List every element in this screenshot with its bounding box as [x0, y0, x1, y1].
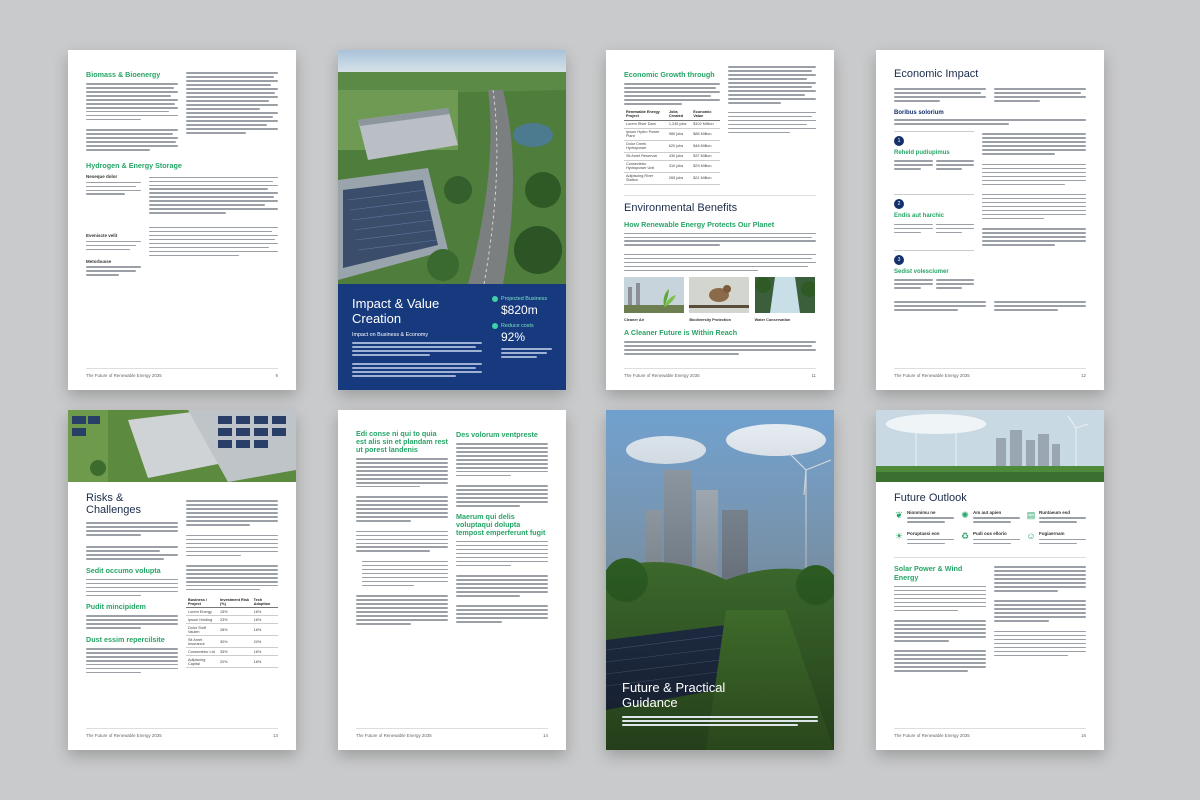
table-row: Consectetur Ltd 35% 16%: [186, 648, 278, 656]
table-row: Consectetur Hydropower Unit 310 jobs $29 Million: [624, 160, 720, 172]
table-row: Ipsum Holding 23% 16%: [186, 616, 278, 624]
page-footer: The Future of Renewable Energy 2035 14: [356, 728, 548, 738]
chart-icon: ▤: [1026, 510, 1036, 520]
heading-sedit: Sedit occumo volupta: [86, 565, 161, 575]
people-icon: ☺: [1026, 531, 1036, 542]
navy-panel: [338, 284, 566, 390]
page-footer: The Future of Renewable Energy 2035 9: [86, 368, 278, 378]
heading-economic-growth: Economic Growth through: [624, 70, 715, 79]
sub-heading: Boribus solorium: [894, 110, 944, 117]
heading-biomass: Biomass & Bioenergy: [86, 70, 161, 79]
jobs-table: Renewable Energy Project Jobs Created Economic Value Lorem River Dam 1,245 jobs $102 Million Ipsum Hydro Power Plant 980 jobs $85 Million Dolor Creek Hydropower 620 jobs $48 Million Sit Amet Reservoir 430 jobs $37 Million Consectetur Hydropower Unit 310 jobs $29 Million Adipiscing River Station 265 jobs $21 Million: [624, 109, 720, 185]
number-badge: 2: [894, 199, 904, 209]
solar-panels-aerial-photo: [68, 410, 296, 482]
heading-edi-conse: Edi conse ni qui to quia est alis sin et plandam rest ut porest landenis: [356, 429, 448, 454]
table-row: Ipsum Hydro Power Plant 980 jobs $85 Million: [624, 128, 720, 140]
feature-title: Nionmimu ne: [907, 510, 936, 515]
table-row: Adipiscing River Station 265 jobs $21 Million: [624, 172, 720, 184]
page-footer: The Future of Renewable Energy 2035 11: [624, 368, 816, 378]
page-future-guidance: [606, 410, 834, 750]
stat-value: $820m: [501, 303, 538, 317]
subtitle: Impact on Business & Economy: [352, 332, 429, 338]
number-badge: 3: [894, 255, 904, 265]
arrow-icon: [492, 323, 498, 329]
item-title: Reheld pudiupimus: [894, 149, 950, 156]
waterfall-photo: [755, 277, 815, 313]
item-title: Endis aut harchic: [894, 213, 945, 220]
page-economic-growth: [606, 50, 834, 390]
number-badge: 1: [894, 136, 904, 146]
body-text: [86, 83, 178, 151]
heading-des-volorum: Des volorum ventpreste: [456, 430, 538, 439]
caption: Water Conservation: [754, 318, 791, 323]
table-row: Adipiscing Capital 20% 18%: [186, 656, 278, 668]
heading-hydrogen: Hydrogen & Energy Storage: [86, 161, 182, 171]
page-risks: [68, 410, 296, 750]
heading-maerum: Maerum qui delis voluptaqui dolupta tempost emperferunt fugit: [456, 511, 546, 537]
caption: Cleaner Air: [624, 318, 645, 323]
aerial-industrial-photo: [338, 50, 566, 284]
label-eveniscte: Eveniscte velit: [86, 233, 118, 239]
page-title: Future & Practical Guidance: [622, 680, 726, 711]
heading-pudit: Pudit mincipidem: [86, 602, 146, 612]
page-footer: The Future of Renewable Energy 2035 13: [86, 728, 278, 738]
table-row: Dolor Stuff Vaulen 28% 18%: [186, 624, 278, 636]
heading-solar-wind: Solar Power & Wind Energy: [894, 563, 963, 582]
page-footer: The Future of Renewable Energy 2035 16: [894, 728, 1086, 738]
stat-label: Reduce costs: [501, 323, 534, 329]
wind-turbines-city-photo: [876, 410, 1104, 482]
page-title: Future Outlook: [894, 492, 967, 504]
feature-title: Runtaeum esd: [1039, 510, 1071, 515]
recycle-icon: ♻: [960, 531, 970, 542]
stat-value: 92%: [501, 330, 526, 344]
arrow-icon: [492, 296, 498, 302]
page-footer: The Future of Renewable Energy 2035 12: [894, 368, 1086, 378]
feature-title: Am aut apien: [973, 510, 1002, 515]
stat-label: Projected Business: [501, 296, 548, 302]
heading-protects-planet: How Renewable Energy Protects Our Planet: [624, 219, 775, 229]
page-impact-value: [338, 50, 566, 390]
feature-title: Poruptassi eon: [907, 531, 940, 537]
caption: Biodiversity Protection: [689, 318, 731, 323]
table-row: Lorem Energy 15% 16%: [186, 608, 278, 616]
risk-table: Business / Project Investment Risk (%) Tech Adoption Lorem Energy 15% 16% Ipsum Holding 23% 16% Dolor Stuff Vaulen 28% 18% Sit Amet Insurance 30% 20% Consectetur Ltd 35% 16% Adipiscing Capital 20% 18%: [186, 596, 278, 668]
plant-factory-photo: [624, 277, 684, 313]
feature-title: Fugiaernam: [1039, 531, 1065, 537]
page-text-columns: [338, 410, 566, 750]
table-row: Dolor Creek Hydropower 620 jobs $48 Million: [624, 140, 720, 152]
page-title: Impact & Value Creation: [352, 296, 440, 326]
page-title: Risks & Challenges: [86, 492, 142, 516]
page-biomass: [68, 50, 296, 390]
label-metorbusse: Metorbusse: [86, 258, 112, 264]
table-row: Sit Amet Reservoir 430 jobs $37 Million: [624, 152, 720, 160]
table-row: Lorem River Dam 1,245 jobs $102 Million: [624, 120, 720, 128]
item-title: Sedist volesciumer: [894, 268, 949, 275]
page-economic-impact: [876, 50, 1104, 390]
heading-cleaner-future: A Cleaner Future is Within Reach: [624, 328, 738, 338]
feature-title: Pudi ous ellorio: [973, 531, 1007, 537]
page-future-outlook: [876, 410, 1104, 750]
bird-photo: [689, 277, 749, 313]
heading-dust: Dust essim repercilsite: [86, 634, 165, 644]
heading-environmental: Environmental Benefits: [624, 195, 816, 214]
page-title: Economic Impact: [894, 68, 979, 80]
leaf-icon: ❦: [895, 510, 903, 520]
label-nexeque: Nexeque dolor: [86, 174, 118, 180]
body-text-col2: [186, 72, 278, 133]
sun-icon: ☀: [894, 531, 904, 542]
table-row: Sit Amet Insurance 30% 20%: [186, 636, 278, 648]
gear-icon: ✺: [961, 510, 969, 520]
